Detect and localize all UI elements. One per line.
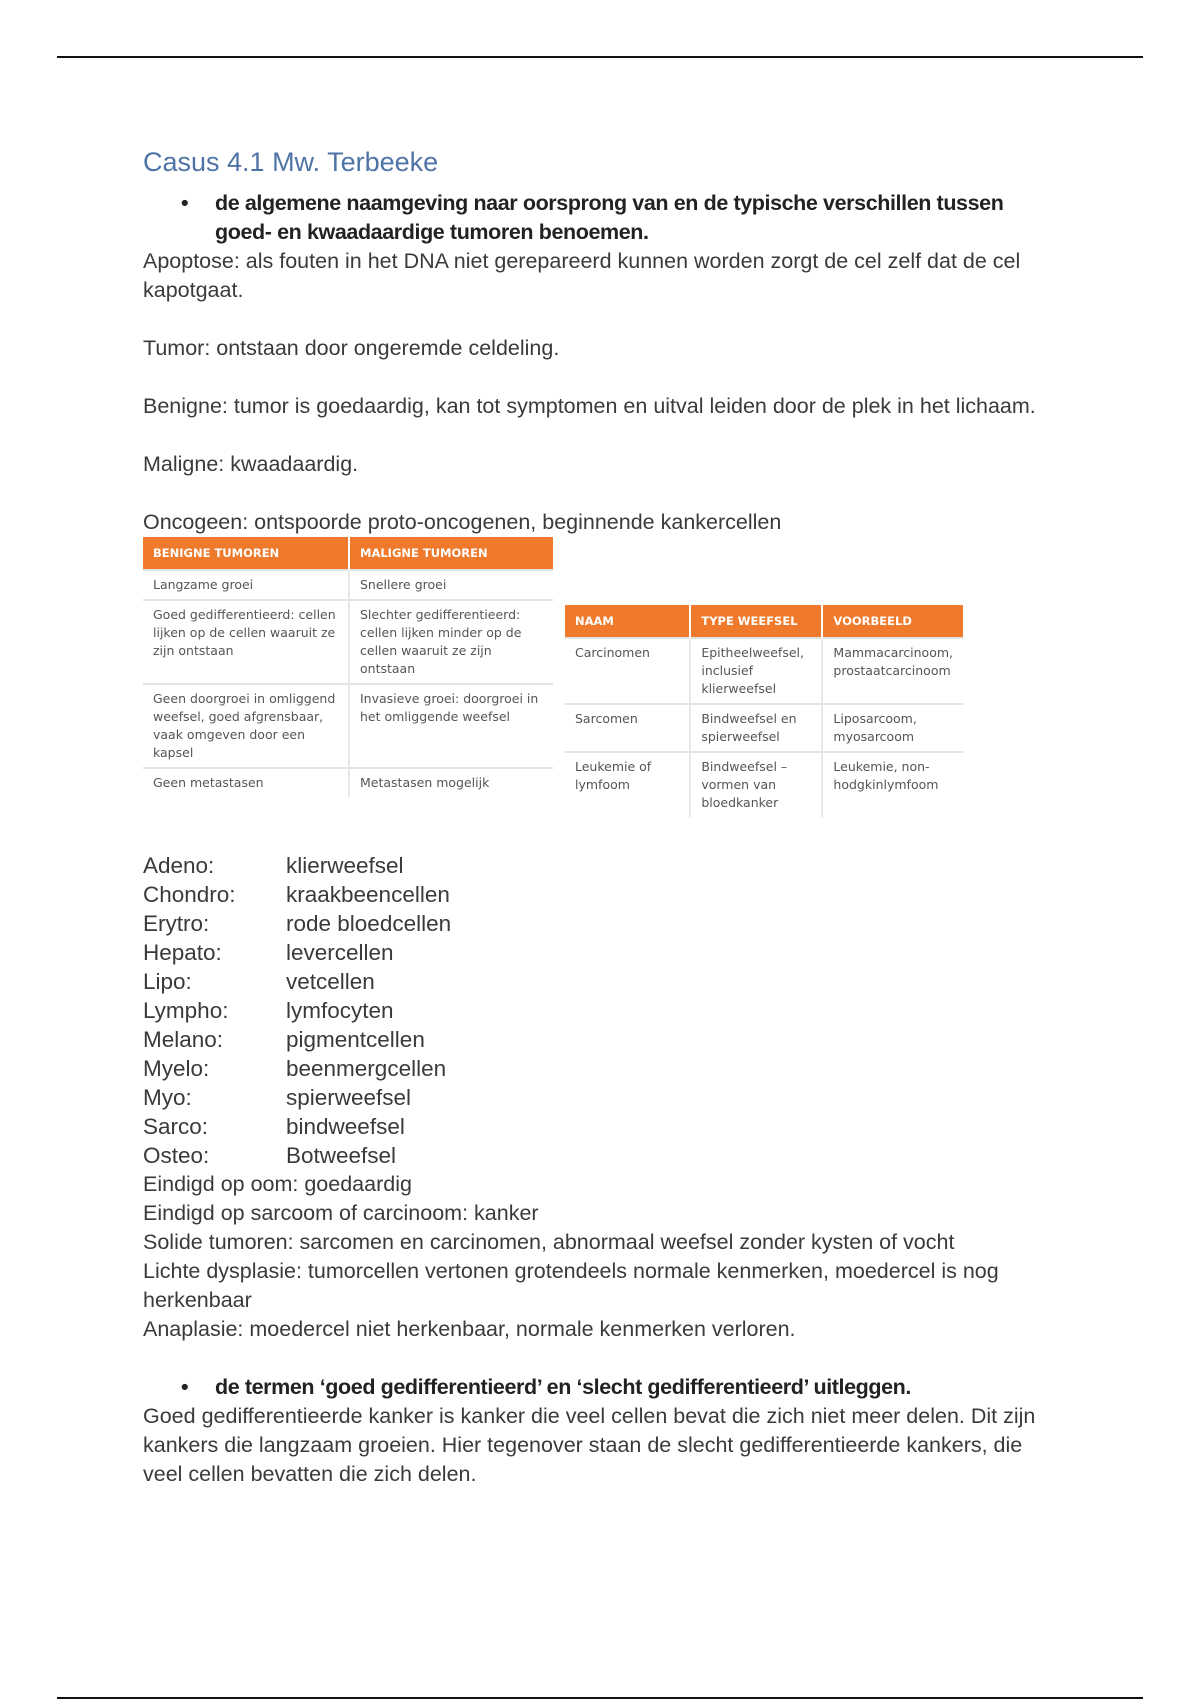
table-cell: Goed gedifferentieerd: cellen lijken op de cellen waaruit ze zijn ontstaan (143, 600, 349, 684)
table-cell: Carcinomen (565, 638, 690, 704)
table-cell: Invasieve groei: doorgroei in het omliggende weefsel (349, 684, 553, 768)
table-row (143, 600, 553, 684)
table-cell: Bindweefsel en spierweefsel (690, 704, 822, 752)
table-row (143, 684, 553, 768)
list-item: Sarco: bindweefsel (143, 1114, 405, 1139)
learning-goal-1-text: de algemene naamgeving naar oorsprong van en de typische verschillen tussen goed- en kwaadaardige tumoren benoemen. (215, 191, 1004, 244)
table-cell: Epitheelweefsel, inclusief klierweefsel (690, 638, 822, 704)
bullet-marker: • (181, 1375, 189, 1399)
page-title: Casus 4.1 Mw. Terbeeke (143, 147, 439, 177)
learning-goal-2 (143, 1373, 1063, 1402)
table-cell: Bindweefsel – vormen van bloedkanker (690, 752, 822, 817)
table-header: VOORBEELD (822, 605, 963, 638)
table-cell: Slechter gedifferentieerd: cellen lijken minder op de cellen waaruit ze zijn ontstaan (349, 600, 553, 684)
table-cell: Metastasen mogelijk (349, 768, 553, 797)
table-header: NAAM (565, 605, 690, 638)
prefix-list (143, 851, 1063, 1170)
learning-goal-2-text: de termen ‘goed gedifferentieerd’ en ‘slecht gedifferentieerd’ uitleggen. (215, 1375, 911, 1399)
table-header: MALIGNE TUMOREN (349, 537, 553, 570)
table-row (565, 704, 963, 752)
footer-rule (57, 1697, 1143, 1699)
note-line: Eindigd op oom: goedaardig (143, 1172, 412, 1196)
table-cell: Langzame groei (143, 570, 349, 600)
table-cell: Leukemie, non-hodgkinlymfoom (822, 752, 963, 817)
maligne-paragraph: Maligne: kwaadaardig. (143, 452, 359, 476)
note-line: Solide tumoren: sarcomen en carcinomen, abnormaal weefsel zonder kysten of vocht (143, 1230, 955, 1254)
table-row (565, 638, 963, 704)
note-line: Lichte dysplasie: tumorcellen vertonen grotendeels normale kenmerken, moedercel is nog herkenbaar (143, 1259, 999, 1312)
note-line: Eindigd op sarcoom of carcinoom: kanker (143, 1201, 539, 1225)
list-item: Erytro: rode bloedcellen (143, 911, 452, 936)
list-item: Myelo: beenmergcellen (143, 1056, 447, 1081)
document-body (143, 145, 1063, 1489)
learning-goal-1 (143, 189, 1063, 247)
list-item: Adeno: klierweefsel (143, 853, 404, 878)
tumor-paragraph: Tumor: ontstaan door ongeremde celdeling. (143, 336, 560, 360)
bullet-marker: • (181, 191, 189, 215)
table-header: BENIGNE TUMOREN (143, 537, 349, 570)
apoptose-paragraph: Apoptose: als fouten in het DNA niet gerepareerd kunnen worden zorgt de cel zelf dat de cel kapotgaat. (143, 249, 1021, 302)
table-cell: Mammacarcinoom, prostaatcarcinoom (822, 638, 963, 704)
note-line: Anaplasie: moedercel niet herkenbaar, normale kenmerken verloren. (143, 1317, 796, 1341)
table-cell: Sarcomen (565, 704, 690, 752)
table-row (143, 570, 553, 600)
list-item: Osteo: Botweefsel (143, 1143, 397, 1168)
table-header: TYPE WEEFSEL (690, 605, 822, 638)
list-item: Myo: spierweefsel (143, 1085, 412, 1110)
benigne-paragraph: Benigne: tumor is goedaardig, kan tot symptomen en uitval leiden door de plek in het lichaam. (143, 394, 1036, 418)
tables-area (143, 537, 1063, 837)
list-item: Lipo: vetcellen (143, 969, 375, 994)
table-cell: Leukemie of lymfoom (565, 752, 690, 817)
tumor-types-table (565, 605, 963, 817)
list-item: Lympho: lymfocyten (143, 998, 394, 1023)
benigne-maligne-table (143, 537, 553, 797)
table-cell: Geen metastasen (143, 768, 349, 797)
table-row (565, 752, 963, 817)
oncogeen-paragraph: Oncogeen: ontspoorde proto-oncogenen, beginnende kankercellen (143, 510, 782, 534)
table-cell: Snellere groei (349, 570, 553, 600)
table-row (143, 768, 553, 797)
list-item: Chondro: kraakbeencellen (143, 882, 450, 907)
list-item: Melano: pigmentcellen (143, 1027, 425, 1052)
table-cell: Geen doorgroei in omliggend weefsel, goed afgrensbaar, vaak omgeven door een kapsel (143, 684, 349, 768)
list-item: Hepato: levercellen (143, 940, 394, 965)
table-cell: Liposarcoom, myosarcoom (822, 704, 963, 752)
header-rule (57, 56, 1143, 58)
closing-paragraph: Goed gedifferentieerde kanker is kanker die veel cellen bevat die zich niet meer delen. Dit zijn kankers die langzaam groeien. Hier tegenover staan de slecht gedifferentieerde kankers, die veel cellen bevatten die zich delen. (143, 1404, 1036, 1486)
